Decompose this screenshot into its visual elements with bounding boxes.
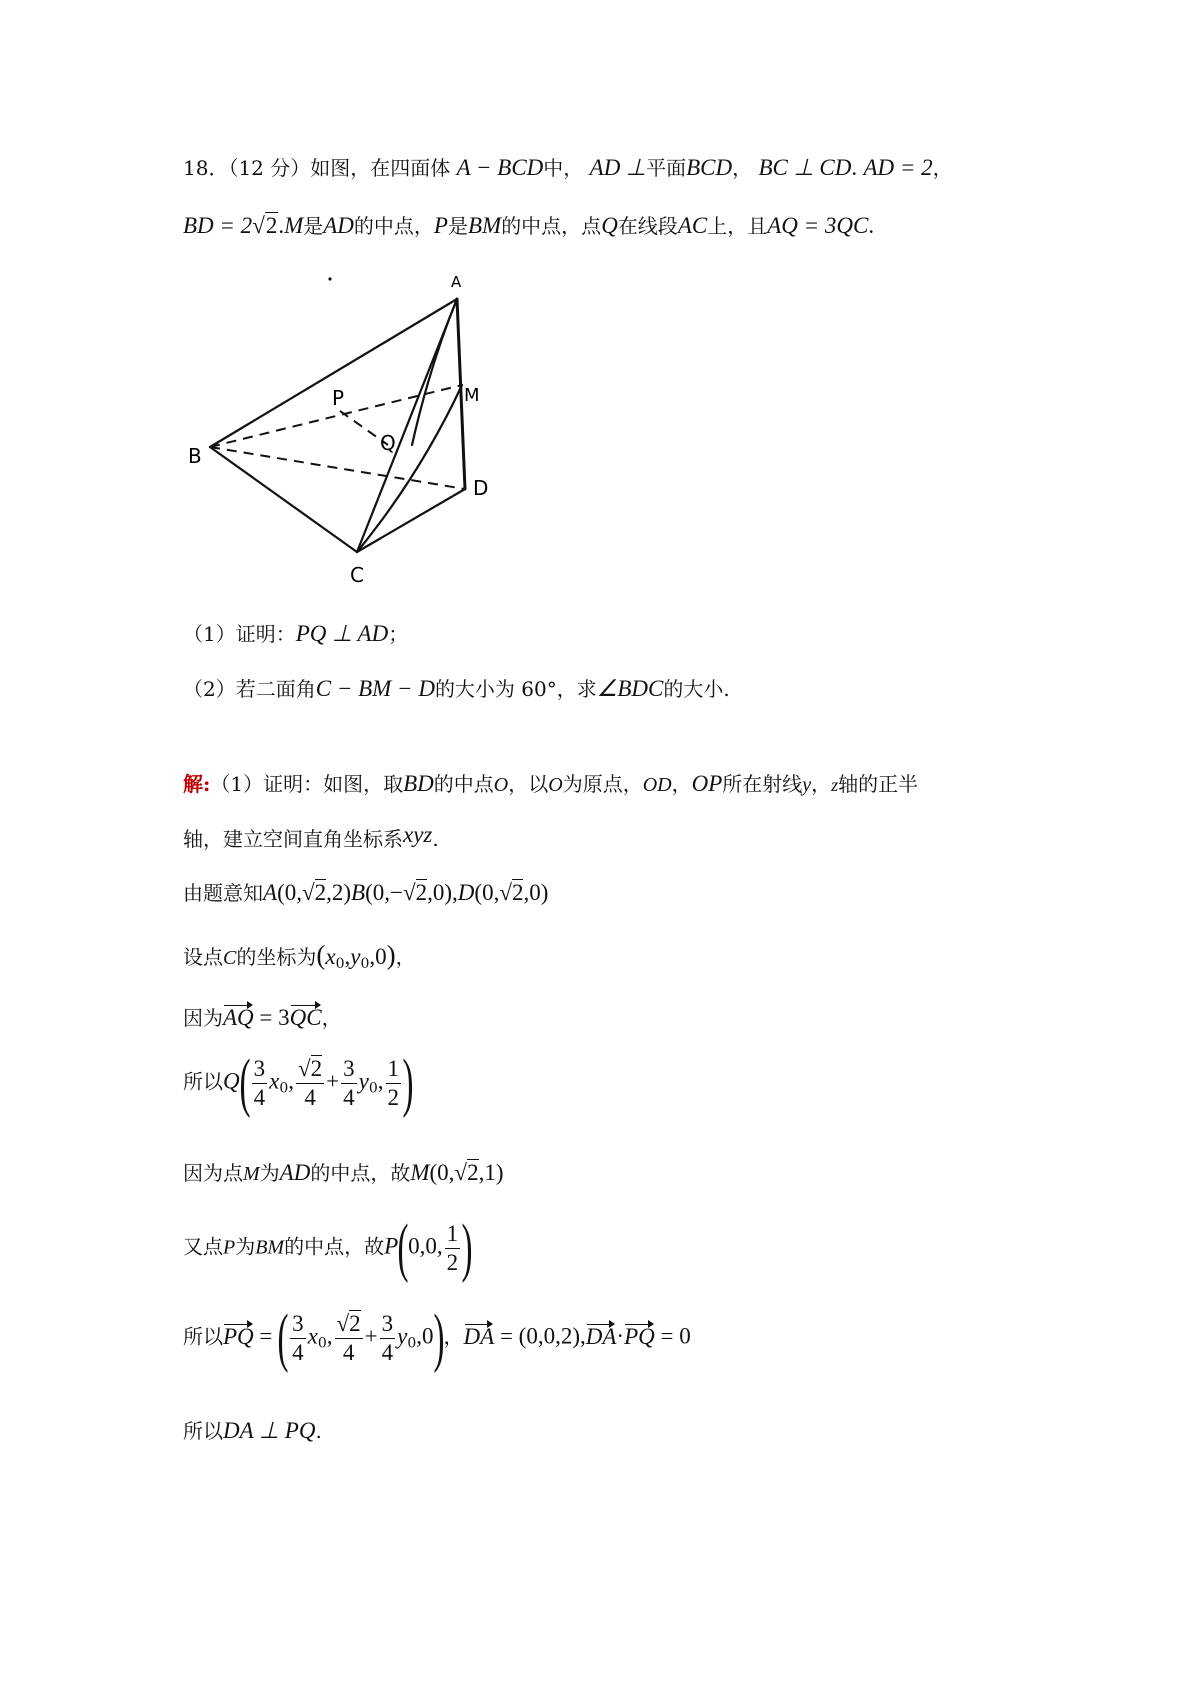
label-B: B bbox=[188, 444, 202, 468]
label-M: M bbox=[464, 385, 480, 406]
edge-BC bbox=[210, 447, 357, 552]
question-2: （2）若二面角C − BM − D的大小为 60°，求∠BDC的大小. bbox=[183, 676, 730, 701]
label-A: A bbox=[451, 273, 462, 291]
solution-line-6: 所以Q( $\frac{3}{4}$ $x_0$, $\frac{√2}{4}$ + $\frac{3}{4}$ $y_0$, $\frac{1}{2}$ ) bbox=[183, 1046, 414, 1119]
solution-line-7: 因为点M为AD的中点，故M(0,√2,1) bbox=[183, 1160, 504, 1185]
solution-line-3: 由题意知A(0,√2,2)B(0,−√2,0),D(0,√2,0) bbox=[183, 880, 549, 905]
edge-BA bbox=[210, 299, 457, 447]
label-P: P bbox=[332, 386, 345, 410]
solution-line-5: 因为AQ = 3QC， bbox=[183, 1005, 342, 1030]
solution-line-9: 所以PQ = ( $\frac{3}{4}$ $x_0$, $\frac{√2}{4}$ + $\frac{3}{4}$ $y_0,0$)，DA = (0,0,2),DA·PQ = 0 bbox=[183, 1301, 691, 1374]
solution-line-1: 解:（1）证明：如图，取BD的中点O，以O为原点，OD，OP所在射线y，z轴的正半 bbox=[183, 771, 919, 796]
tetrahedron-figure bbox=[180, 265, 500, 595]
label-Q: Q bbox=[380, 431, 396, 455]
edge-CD bbox=[357, 489, 465, 552]
solution-head: 解: bbox=[183, 772, 211, 796]
question-1: （1）证明：PQ ⊥ AD； bbox=[183, 621, 409, 646]
solution-line-8: 又点P为BM的中点，故P(0,0, $\frac{1}{2}$ ) bbox=[183, 1211, 473, 1284]
solution-line-2: 轴，建立空间直角坐标系xyz. bbox=[183, 822, 439, 851]
problem-line-2: BD = 2√2.M是AD的中点，P是BM的中点，点Q在线段AC上，且AQ = 3QC. bbox=[183, 213, 875, 238]
problem-line-1: 18．（12 分）如图，在四面体 A − BCD中， AD ⊥平面BCD， BC ⊥ CD. AD = 2， bbox=[183, 155, 953, 180]
edge-CM bbox=[357, 385, 462, 552]
problem-number: 18． bbox=[183, 156, 229, 180]
solution-line-4: 设点C的坐标为$(x_0,y_0,0)$， bbox=[183, 940, 416, 972]
solution-line-10: 所以DA ⊥ PQ. bbox=[183, 1418, 322, 1443]
label-C: C bbox=[350, 563, 364, 587]
label-D: D bbox=[473, 476, 489, 500]
